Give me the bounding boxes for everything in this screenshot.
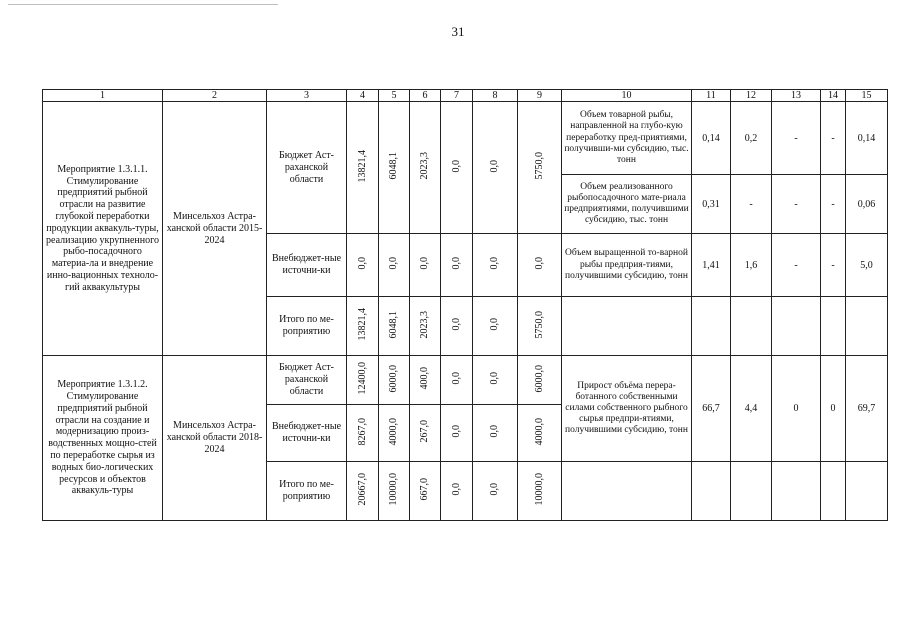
column-number: 1 [43,90,163,102]
column-number: 13 [772,90,821,102]
empty-cell [562,297,692,356]
empty-cell [692,462,731,521]
column-number-row [43,90,888,102]
empty-cell [846,297,888,356]
indicator-name: Прирост объёма перера-ботанного собственными силами собственного рыбного сырья предпри-ятиями, получившими субсидию, тонн [562,356,692,462]
funding-value: 0,0 [473,405,518,462]
empty-cell [846,462,888,521]
funding-value: 10000,0 [518,462,562,521]
indicator-value: - [772,234,821,297]
funding-value: 2023,3 [410,297,441,356]
measure-executor: Минсельхоз Астра-ханской области 2018-2024 [163,356,267,521]
measure-executor: Минсельхоз Астра-ханской области 2015-2024 [163,102,267,356]
column-number: 6 [410,90,441,102]
empty-cell [821,297,846,356]
funding-value: 0,0 [473,462,518,521]
column-number: 11 [692,90,731,102]
indicator-value: 0 [772,356,821,462]
funding-value: 6000,0 [379,356,410,405]
column-number: 2 [163,90,267,102]
funding-value: 400,0 [410,356,441,405]
funding-value: 6048,1 [379,102,410,234]
indicator-value: 0 [821,356,846,462]
indicator-value: 0,14 [846,102,888,175]
column-number: 15 [846,90,888,102]
indicator-value: 1,6 [731,234,772,297]
table-row [43,102,888,175]
funding-value: 6048,1 [379,297,410,356]
funding-value: 0,0 [473,234,518,297]
funding-value: 12400,0 [347,356,379,405]
column-number: 10 [562,90,692,102]
funding-value: 4000,0 [518,405,562,462]
funding-value: 20667,0 [347,462,379,521]
funding-source: Бюджет Аст-раханской области [267,102,347,234]
funding-source: Итого по ме-роприятию [267,462,347,521]
page-number: 31 [451,24,465,39]
indicator-value: 0,2 [731,102,772,175]
funding-source: Итого по ме-роприятию [267,297,347,356]
indicator-name: Объем реализованного рыбопосадочного мате-риала предприятиями, получившими субсидию, тыс. тонн [562,175,692,234]
funding-value: 13821,4 [347,297,379,356]
funding-value: 0,0 [379,234,410,297]
indicator-value: 4,4 [731,356,772,462]
indicator-value: 0,31 [692,175,731,234]
indicator-value: 69,7 [846,356,888,462]
measure-description: Мероприятие 1.3.1.2. Стимулирование предприятий рыбной отрасли на создание и модернизацию произ-водственных мощно-стей по переработке сырья из водных био-логических ресурсов и объектов аквакуль-туры [43,356,163,521]
funding-value: 0,0 [441,462,473,521]
empty-cell [692,297,731,356]
indicator-value: - [821,175,846,234]
column-number: 8 [473,90,518,102]
funding-value: 0,0 [347,234,379,297]
indicator-value: - [821,234,846,297]
scan-artifact-line [8,4,278,5]
funding-value: 8267,0 [347,405,379,462]
funding-value: 0,0 [441,102,473,234]
column-number: 12 [731,90,772,102]
indicator-name: Объем товарной рыбы, направленной на глубо-кую переработку пред-приятиями, получивши-ми субсидию, тыс. тонн [562,102,692,175]
indicator-value: - [772,175,821,234]
indicator-value: - [821,102,846,175]
funding-value: 0,0 [441,297,473,356]
funding-value: 0,0 [473,297,518,356]
column-number: 14 [821,90,846,102]
empty-cell [772,297,821,356]
indicator-value: - [772,102,821,175]
funding-value: 10000,0 [379,462,410,521]
funding-value: 0,0 [410,234,441,297]
empty-cell [821,462,846,521]
funding-value: 5750,0 [518,102,562,234]
funding-value: 267,0 [410,405,441,462]
funding-value: 5750,0 [518,297,562,356]
measure-description: Мероприятие 1.3.1.1. Стимулирование предприятий рыбной отрасли на развитие глубокой переработки продукции аквакуль-туры, реализацию укрупненного рыбо-посадочного материа-ла и внедрение инно-вационных техноло-гий аквакультуры [43,102,163,356]
empty-cell [562,462,692,521]
funding-value: 4000,0 [379,405,410,462]
funding-value: 0,0 [518,234,562,297]
funding-value: 0,0 [441,405,473,462]
funding-value: 0,0 [441,356,473,405]
funding-value: 0,0 [473,356,518,405]
funding-source: Внебюджет-ные источни-ки [267,234,347,297]
indicator-value: 66,7 [692,356,731,462]
indicator-value: - [731,175,772,234]
indicator-value: 1,41 [692,234,731,297]
empty-cell [772,462,821,521]
funding-value: 0,0 [441,234,473,297]
indicator-value: 0,14 [692,102,731,175]
program-measures-table [42,89,888,521]
empty-cell [731,297,772,356]
column-number: 4 [347,90,379,102]
indicator-value: 5,0 [846,234,888,297]
indicator-value: 0,06 [846,175,888,234]
column-number: 7 [441,90,473,102]
funding-value: 2023,3 [410,102,441,234]
indicator-name: Объем выращенной то-варной рыбы предприя-тиями, получившими субсидию, тонн [562,234,692,297]
funding-source: Внебюджет-ные источни-ки [267,405,347,462]
column-number: 3 [267,90,347,102]
funding-value: 6000,0 [518,356,562,405]
funding-value: 13821,4 [347,102,379,234]
column-number: 9 [518,90,562,102]
empty-cell [731,462,772,521]
funding-value: 667,0 [410,462,441,521]
table-row [43,356,888,405]
funding-value: 0,0 [473,102,518,234]
column-number: 5 [379,90,410,102]
funding-source: Бюджет Аст-раханской области [267,356,347,405]
